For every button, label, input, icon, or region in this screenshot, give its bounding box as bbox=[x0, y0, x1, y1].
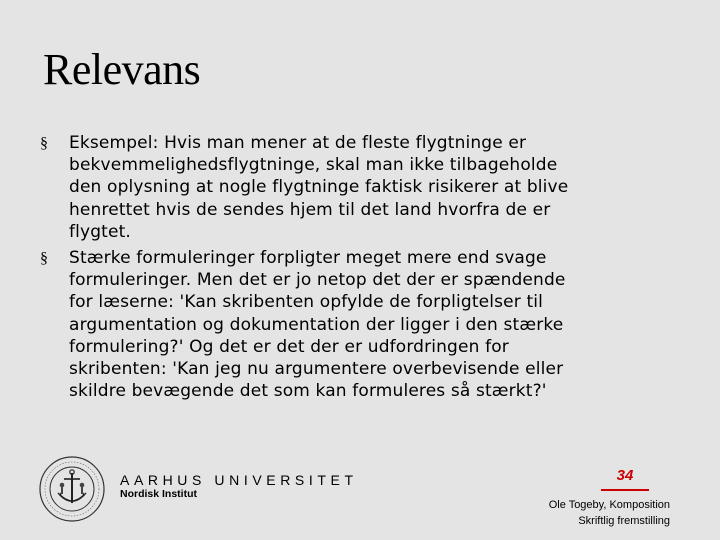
author-info bbox=[549, 497, 670, 529]
author-line-1: Ole Togeby, Komposition bbox=[548, 499, 670, 511]
bullet-marker: § bbox=[40, 250, 48, 268]
university-name: AARHUS UNIVERSITET bbox=[120, 472, 358, 488]
bullet-item bbox=[0, 247, 720, 402]
page-number: 34 bbox=[616, 467, 634, 484]
bullet-marker: § bbox=[40, 135, 48, 152]
bullet-list bbox=[0, 132, 720, 406]
slide-title: Relevans bbox=[43, 45, 201, 94]
bullet-text: Stærke formuleringer forpligter meget mere end svage formuleringer. Men det er jo netop det der er spændende for læserne: 'Kan skribenten opfylde de forpligtelser til argumentation og dokumentation der ligger i den stærke formulering?' Og det er det der er udfordringen for skribenten: 'Kan jeg nu argumentere overbevisende eller skildre bevægende det som kan formuleres så stærkt?' bbox=[69, 248, 566, 402]
bullet-text: Eksempel: Hvis man mener at de fleste flygtninge er bekvemmelighedsflygtninge, skal man ikke tilbageholde den oplysning at nogle flygtninge faktisk risikerer at blive henrettet hvis de sendes hjem til det land hvorfra de er flygtet. bbox=[69, 133, 569, 242]
institute-name: Nordisk Institut bbox=[120, 488, 198, 500]
university-seal-icon bbox=[38, 455, 106, 523]
bullet-item bbox=[0, 132, 720, 243]
page-number-underline bbox=[601, 489, 649, 491]
author-line-2: Skriftlig fremstilling bbox=[578, 515, 670, 527]
